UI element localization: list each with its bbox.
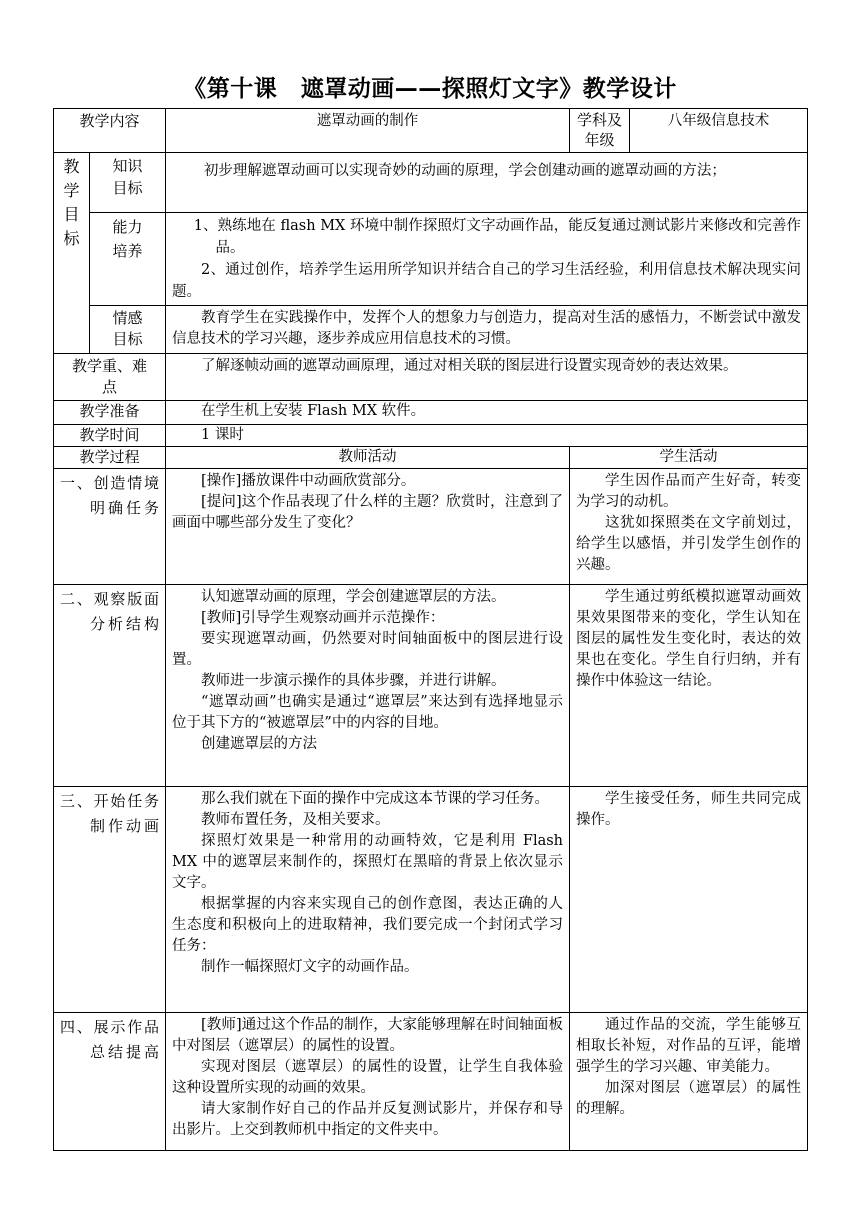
student-activity: 学生接受任务，师生共同完成操作。 [570,787,808,1013]
preparation-text: 在学生机上安装 Flash MX 软件。 [166,401,808,425]
objective-emotion-row [54,306,808,354]
phase-title: 一、创造情境 明确任务 [54,469,166,585]
time-label: 教学时间 [54,425,166,447]
emotion-label: 情感目标 [90,306,166,354]
phase-title: 四、展示作品 总结提高 [54,1013,166,1151]
phase-row [54,585,808,787]
teacher-activity-header: 教师活动 [166,447,570,469]
student-activity: 学生通过剪纸模拟遮罩动画效果效果图带来的变化，学生认知在图层的属性发生变化时，表达的效果也在变化。学生自行归纳，并有操作中体验这一结论。 [570,585,808,787]
teacher-activity: 那么我们就在下面的操作中完成这本节课的学习任务。 教师布置任务，及相关要求。 探照灯效果是一种常用的动画特效，它是利用 Flash MX 中的遮罩层来制作的，探照灯在黑暗的背景上依次显示文字。 根据掌握的内容来实现自己的创作意图，表达正确的人生态度和积极向上的进取精神，我们要完成一个封闭式学习任务： 制作一幅探照灯文字的动画作品。 [166,787,570,1013]
preparation-label: 教学准备 [54,401,166,425]
student-activity: 学生因作品而产生好奇，转变为学习的动机。 这犹如探照类在文字前划过，给学生以感悟，并引发学生创作的兴趣。 [570,469,808,585]
time-text: 1 课时 [166,425,808,447]
emotion-text: 教育学生在实践操作中，发挥个人的想象力与创造力，提高对生活的感悟力，不断尝试中激发信息技术的学习兴趣，逐步养成应用信息技术的习惯。 [166,306,808,354]
key-points-text: 了解逐帧动画的遮罩动画原理，通过对相关联的图层进行设置实现奇妙的表达效果。 [166,354,808,401]
teacher-activity: 认知遮罩动画的原理，学会创建遮罩层的方法。 [教师]引导学生观察动画并示范操作： 要实现遮罩动画，仍然要对时间轴面板中的图层进行设置。 教师进一步演示操作的具体步骤，并进行讲解。 “遮罩动画”也确实是通过“遮罩层”来达到有选择地显示位于其下方的“被遮罩层”中的内容的目地。 创建遮罩层的方法 [166,585,570,787]
student-activity: 通过作品的交流，学生能够互相取长补短，对作品的互评，能增强学生的学习兴趣、审美能力。 加深对图层（遮罩层）的属性的理解。 [570,1013,808,1151]
subject-label: 学科及年级 [570,109,630,153]
phase-row [54,469,808,585]
key-points-row [54,354,808,401]
content-value: 遮罩动画的制作 [166,109,570,153]
preparation-row [54,401,808,425]
process-header-row [54,447,808,469]
knowledge-text: 初步理解遮罩动画可以实现奇妙的动画的原理，学会创建动画的遮罩动画的方法； [166,153,808,213]
ability-text: 1、熟练地在 flash MX 环境中制作探照灯文字动画作品，能反复通过测试影片来修改和完善作品。 2、通过创作，培养学生运用所学知识并结合自己的学习生活经验，利用信息技术解决现实问题。 [166,213,808,306]
student-activity-header: 学生活动 [570,447,808,469]
lesson-plan-table [53,108,808,1151]
time-row [54,425,808,447]
objectives-label: 教学目标 [54,153,90,354]
key-points-label: 教学重、难点 [54,354,166,401]
teacher-activity: [教师]通过这个作品的制作，大家能够理解在时间轴面板中对图层（遮罩层）的属性的设置。 实现对图层（遮罩层）的属性的设置，让学生自我体验这种设置所实现的动画的效果。 请大家制作好自己的作品并反复测试影片，并保存和导出影片。上交到教师机中指定的文件夹中。 [166,1013,570,1151]
subject-value: 八年级信息技术 [630,109,808,153]
document-title: 《第十课 遮罩动画——探照灯文字》教学设计 [183,76,677,102]
content-label: 教学内容 [54,109,166,153]
phase-title: 二、观察版面 分析结构 [54,585,166,787]
header-row [54,109,808,153]
phase-row [54,1013,808,1151]
objective-knowledge-row [54,153,808,213]
phase-title: 三、开始任务 制作动画 [54,787,166,1013]
phase-row [54,787,808,1013]
objective-ability-row [54,213,808,306]
ability-label: 能力培养 [90,213,166,306]
process-label: 教学过程 [54,447,166,469]
knowledge-label: 知识目标 [90,153,166,213]
teacher-activity: [操作]播放课件中动画欣赏部分。 [提问]这个作品表现了什么样的主题？欣赏时，注意到了画面中哪些部分发生了变化？ [166,469,570,585]
